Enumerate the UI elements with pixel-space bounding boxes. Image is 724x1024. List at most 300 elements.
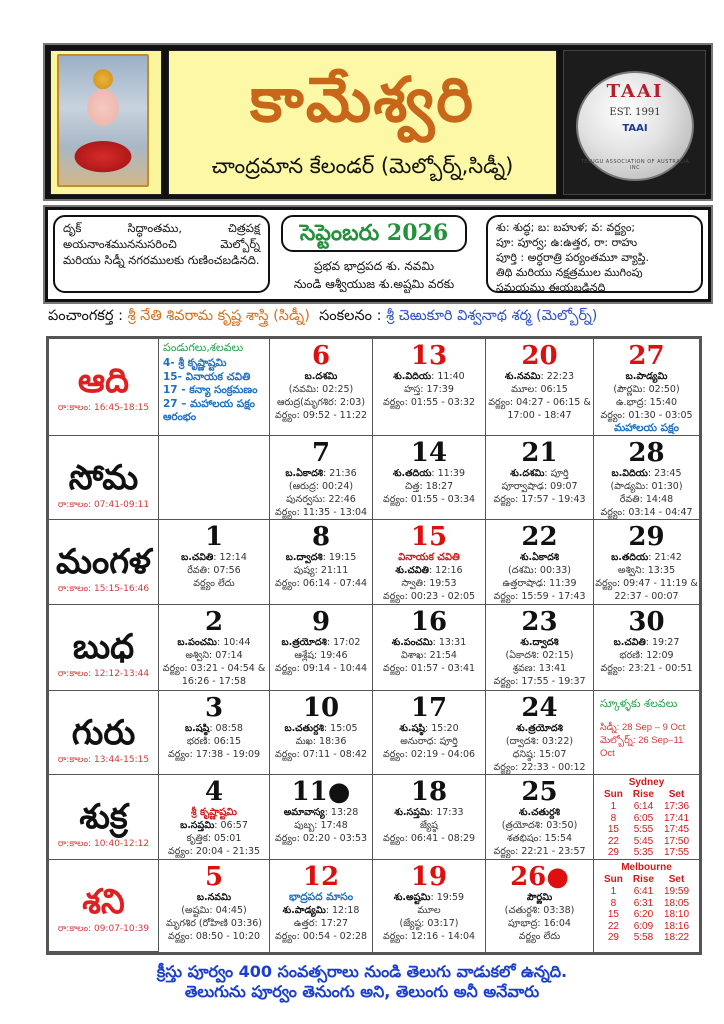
sun-table-row (599, 921, 694, 933)
footer-note (0, 962, 724, 1002)
rahu-kalam: రా:కాలం: 10:40-12:12 (57, 839, 150, 849)
paksham-label: మహాలయ పక్షం (614, 422, 679, 434)
day-cell (270, 691, 373, 775)
panchang-detail: (జ్యేష్ఠ: 03:17) (399, 918, 459, 929)
panchang-detail: (పౌర్ణమి: 02:50) (613, 384, 680, 395)
panchang-line (270, 467, 372, 480)
tithi-name: శు.తదియ (392, 468, 432, 479)
day-cell (594, 339, 699, 436)
panchang-detail: వర్జ్యం: 00:54 - 02:28 (274, 931, 368, 942)
sun-table-value: 29 (607, 932, 619, 943)
day-cell (486, 691, 594, 775)
panchang-line (270, 930, 372, 943)
panchang-detail: వర్జ్యం: 17:38 - 19:09 (167, 749, 261, 760)
sun-table-row (599, 909, 694, 921)
weekday-cell (49, 860, 159, 952)
day-cell (270, 860, 373, 952)
panchang-line (373, 383, 485, 396)
panchang-detail: రేవతి: 07:56 (187, 565, 241, 576)
logo-name: TAAI (606, 81, 664, 102)
panchang-detail: జ్యేష్ఠ (420, 820, 438, 831)
sun-table-value: 15 (607, 909, 619, 920)
school-holiday-item: సిడ్నీ: 28 Sep – 9 Oct (600, 722, 686, 733)
panchang-line (486, 819, 593, 832)
day-cell (373, 775, 486, 860)
panchang-line (486, 480, 593, 493)
tithi-name: బ.త్రయోదశి (281, 637, 327, 648)
weekday-name: సోమ (68, 458, 139, 498)
logo-ring-text: TELUGU ASSOCIATION OF AUSTRALIA INC (580, 159, 690, 171)
panchang-line (594, 409, 699, 422)
panchang-line (373, 493, 485, 506)
abbreviation-legend (486, 215, 703, 293)
panchang-detail: ఆశ్లేష: 19:46 (294, 650, 348, 661)
panchang-line (270, 662, 372, 675)
tithi-name: బ.షష్ఠి (185, 723, 210, 734)
panchang-line (270, 832, 372, 845)
panchang-line (373, 649, 485, 662)
panchang-detail: వర్జ్యం: 01:30 - 03:05 (600, 410, 693, 421)
day-number: 18 (410, 777, 448, 807)
panchang-line (594, 551, 699, 564)
panchang-line (270, 396, 372, 409)
tithi-name: శు.చతుర్దశి (519, 807, 560, 818)
panchang-line (159, 636, 269, 649)
panchang-detail: : 08:58 (209, 723, 243, 734)
panchang-detail: వర్జ్యం: 09:47 - 11:19 & (595, 578, 698, 589)
panchang-detail: : 21:36 (323, 468, 357, 479)
panchang-detail: రేవతి: 14:48 (619, 494, 674, 505)
panchang-detail: వర్జ్యం: 03:14 - 04:47 (600, 507, 693, 518)
tithi-name: అమావాస్య (283, 807, 325, 818)
sun-table-value: 22 (607, 835, 619, 847)
panchang-detail: (ఆరుద్ర: 00:24) (288, 481, 354, 492)
weekday-cell (49, 520, 159, 605)
compiler-label: సంకలనం : (319, 308, 382, 324)
panchang-detail: : 11:40 (431, 371, 465, 382)
tithi-name: శు.అష్టమి (393, 892, 431, 903)
panchang-line (486, 761, 593, 774)
panchang-line (373, 722, 485, 735)
panchang-detail: 17:00 - 18:47 (507, 410, 572, 421)
panchang-line (486, 748, 593, 761)
panchang-detail: వర్జ్యం: 11:35 - 13:04 (274, 507, 368, 518)
sun-table-row (599, 932, 694, 944)
sun-table-row (599, 824, 694, 836)
logo-est: EST. 1991 (609, 107, 661, 118)
legend-line: పూ: పూర్వ; ఉ:ఉత్తర, రా: రాహు (496, 236, 638, 249)
day-cell (373, 691, 486, 775)
sun-table-value: 1 (610, 801, 617, 812)
panchang-detail: స్వాతి: 19:53 (401, 578, 457, 589)
day-cell (594, 436, 699, 520)
sun-table-value: 17:41 (663, 812, 690, 824)
holiday-item: 4- శ్రీ కృష్ణాష్టమి (163, 357, 227, 369)
panchang-detail: పూర్వాషాఢ: 09:07 (501, 481, 578, 492)
panchang-detail: : 12:16 (428, 565, 463, 576)
tithi-name: శు.ఏకాదశి (519, 552, 560, 563)
panchang-line (486, 577, 593, 590)
panchang-detail: విశాఖ: 21:54 (401, 650, 457, 661)
tithi-name: బ.పాడ్యమి (625, 371, 668, 382)
panchang-detail: వర్జ్యం: 02:19 - 04:06 (382, 749, 476, 760)
panchanga-author: శ్రీ నేతి శివరామ కృష్ణ శాస్త్రి (సిడ్నీ) (127, 308, 310, 324)
day-number: 5 (204, 862, 224, 892)
day-cell (159, 520, 270, 605)
day-number: 10 (302, 693, 340, 723)
panchang-detail: (దశమి: 00:33) (508, 565, 571, 576)
panchang-line (270, 819, 372, 832)
panchang-detail: కృత్తిక: 05:01 (186, 833, 242, 844)
panchang-detail: వర్జ్యం: 22:33 - 00:12 (493, 762, 586, 773)
sun-table-value: 5:58 (633, 932, 654, 943)
panchang-detail: ఆరుద్ర(మృగశిర: 2:03) (276, 397, 366, 408)
panchang-line (594, 467, 699, 480)
tithi-name: శు.షష్ఠి (399, 723, 426, 734)
panchang-detail: వర్జ్యం: 20:04 - 21:35 (167, 846, 261, 857)
tithi-name: బ.నవమి (196, 892, 232, 903)
sun-table-value: 22 (607, 920, 619, 932)
school-holidays-title: స్కూళ్ళకు శలవలు (600, 697, 678, 710)
ganesha-image (57, 54, 149, 187)
panchanga-label: పంచాంగకర్త : (48, 308, 123, 324)
panchang-detail: : పూర్తి (544, 468, 569, 479)
rahu-kalam: రా:కాలం: 09:07-10:39 (57, 924, 150, 934)
panchang-line (594, 590, 699, 603)
panchang-detail: ఉ.భాద్ర: 15:40 (615, 397, 678, 408)
credits-line (48, 308, 708, 328)
sun-table-value: 5:45 (633, 835, 654, 847)
panchang-line (159, 735, 269, 748)
tithi-name: శు.పాడ్యమి (282, 905, 326, 916)
holiday-item: 17 - కన్యా సంక్రమణం (163, 384, 258, 396)
school-holidays-cell (594, 691, 699, 775)
panchang-detail: పుబ్బ: 17:48 (294, 820, 348, 831)
logo-panel (563, 50, 706, 195)
panchang-line (159, 675, 269, 688)
month-start-label: భాద్రపద మాసం (288, 891, 354, 903)
panchang-detail: : 17:02 (326, 637, 361, 648)
panchang-detail: (పాడ్యమి: 01:30) (610, 481, 683, 492)
day-cell (594, 520, 699, 605)
day-cell (373, 605, 486, 691)
panchang-line (486, 467, 593, 480)
panchang-line (373, 480, 485, 493)
panchang-detail: : 13:28 (324, 807, 359, 818)
day-cell (270, 339, 373, 436)
sun-table-value: 6:05 (633, 812, 654, 824)
panchang-detail: వర్జ్యం: 23:21 - 00:51 (600, 663, 693, 674)
panchang-line (594, 662, 699, 675)
panchang-detail: వర్జ్యం: 01:57 - 03:41 (382, 663, 476, 674)
panchang-detail: మూల: 06:15 (511, 384, 568, 395)
panchang-detail: వర్జ్యం లేదు (518, 931, 561, 942)
panchang-line (594, 493, 699, 506)
day-number: 12 (302, 862, 340, 892)
panchang-line (159, 819, 269, 832)
panchang-detail: వర్జ్యం లేదు (193, 578, 235, 589)
panchang-detail: వర్జ్యం: 17:57 - 19:43 (493, 494, 586, 505)
sun-table-value: 15 (607, 824, 619, 835)
sun-table-value: 19:59 (663, 886, 690, 897)
panchang-line (159, 564, 269, 577)
panchang-line (270, 480, 372, 493)
calendar-subtitle: చాంద్రమాన కేలండర్ (మెల్బోర్న్,సిడ్నీ) (211, 154, 514, 178)
calendar-title: కామేశ్వరి (249, 63, 476, 136)
panchang-line (486, 564, 593, 577)
sun-table-value: 17:55 (663, 847, 690, 858)
day-cell (373, 339, 486, 436)
sun-table-row (599, 801, 694, 813)
panchang-detail: : 19:27 (645, 637, 680, 648)
sun-table-value: 17:36 (663, 801, 690, 812)
weekday-cell (49, 436, 159, 520)
footer-line-1: క్రీస్తు పూర్వం 400 సంవత్సరాలు నుండి తెలుగు వాడుకలో ఉన్నది. (156, 962, 568, 981)
panchang-line (373, 662, 485, 675)
panchang-line (486, 493, 593, 506)
panchang-detail: : 10:44 (216, 637, 251, 648)
day-cell (373, 520, 486, 605)
panchang-detail: వర్జ్యం: 01:55 - 03:32 (382, 397, 476, 408)
day-number: 11● (291, 777, 351, 807)
weekday-cell (49, 775, 159, 860)
panchang-detail: (నవమి: 02:25) (288, 384, 354, 395)
panchang-line (159, 649, 269, 662)
panchang-line (270, 506, 372, 519)
day-cell (270, 775, 373, 860)
panchang-line (159, 551, 269, 564)
day-number: 17 (410, 693, 448, 723)
day-cell (159, 691, 270, 775)
panchang-detail: : 15:20 (425, 723, 459, 734)
panchang-detail: అనురాధ: పూర్తి (400, 736, 458, 747)
sun-table-value: 18:10 (663, 909, 690, 920)
panchang-detail: : 19:15 (322, 552, 357, 563)
panchang-detail: 22:37 - 00:07 (614, 591, 679, 602)
day-cell (270, 605, 373, 691)
month-range (276, 257, 472, 293)
panchang-line (373, 577, 485, 590)
panchang-line (159, 917, 269, 930)
day-cell (373, 860, 486, 952)
panchang-line (486, 590, 593, 603)
weekday-name: శుక్ర (79, 797, 128, 837)
tithi-name: పౌర్ణమి (526, 892, 553, 903)
panchang-line (486, 409, 593, 422)
day-cell (159, 605, 270, 691)
panchang-line (159, 577, 269, 590)
panchang-detail: (చతుర్దశి: 03:38) (504, 905, 575, 916)
tithi-name: శు.పంచమి (391, 637, 433, 648)
panchang-detail: : 19:59 (430, 892, 465, 903)
panchang-detail: : 06:57 (214, 820, 248, 831)
day-number: 23 (521, 607, 558, 637)
panchang-line (270, 493, 372, 506)
panchang-detail: వర్జ్యం: 06:14 - 07:44 (274, 578, 368, 589)
holiday-item: 27 – మహాలయ పక్షం ఆరంభం (163, 397, 256, 423)
logo-inner-text: TAAI (622, 123, 648, 134)
sun-table-value: 17:45 (663, 824, 690, 835)
calendar-grid (46, 336, 702, 955)
panchang-line (159, 930, 269, 943)
panchang-line (373, 370, 485, 383)
panchang-detail: : 22:23 (540, 371, 575, 382)
panchang-line (594, 564, 699, 577)
day-number: 22 (521, 522, 558, 552)
day-cell (270, 520, 373, 605)
rahu-kalam: రా:కాలం: 16:45-18:15 (57, 403, 150, 413)
tithi-name: బ.చవితి (181, 552, 214, 563)
panchang-detail: (త్రయోదశి: 03:50) (501, 820, 578, 831)
panchang-line (270, 383, 372, 396)
panchang-detail: : 21:42 (648, 552, 682, 563)
footer-line-2: తెలుగును పూర్వం తెనుంగు అని, తెలుంగు అనీ అనేవారు (184, 982, 540, 1001)
day-cell (594, 605, 699, 691)
empty-cell (159, 436, 270, 520)
panchang-line (159, 832, 269, 845)
weekday-name: శని (82, 882, 125, 922)
day-number: 4 (204, 777, 224, 807)
day-cell (159, 860, 270, 952)
legend-line: తిథి మరియు నక్షత్రముల ముగింపు సమయము ఈయబడినది (496, 266, 643, 294)
panchang-line (594, 480, 699, 493)
month-range-line-1: ప్రభవ భాద్రపద శు. నవమి (313, 259, 435, 273)
tithi-name: శు.చవితి (395, 565, 429, 576)
panchang-detail: భరణి: 06:15 (186, 736, 242, 747)
tithi-name: బ.తదియ (611, 552, 649, 563)
sun-table-value: 6:09 (633, 920, 654, 932)
sun-table-city: Melbourne (621, 862, 672, 873)
sun-table-header: Set (668, 789, 685, 800)
day-number: 26● (510, 862, 569, 892)
panchang-line (270, 636, 372, 649)
panchang-detail: : 23:45 (647, 468, 682, 479)
tithi-name: బ.చవితి (613, 637, 646, 648)
panchang-line (486, 904, 593, 917)
day-number: 25 (521, 777, 558, 807)
day-cell (159, 775, 270, 860)
weekday-cell (49, 605, 159, 691)
panchang-detail: వర్జ్యం: 02:20 - 03:53 (274, 833, 368, 844)
panchang-detail: : 15:05 (323, 723, 358, 734)
rahu-kalam: రా:కాలం: 13:44-15:15 (57, 755, 150, 765)
day-cell (486, 339, 594, 436)
panchang-detail: : 17:33 (430, 807, 464, 818)
panchang-detail: : 13:31 (432, 637, 467, 648)
day-cell (486, 436, 594, 520)
sun-table-value: 1 (610, 886, 617, 897)
panchang-line (594, 370, 699, 383)
panchang-detail: (ఏకాదశి: 02:15) (505, 650, 574, 661)
panchang-line (594, 396, 699, 409)
panchang-line (373, 917, 485, 930)
panchang-line (373, 564, 485, 577)
weekday-cell (49, 339, 159, 436)
panchang-line (159, 904, 269, 917)
panchang-detail: వర్జ్యం: 04:27 - 06:15 & (488, 397, 591, 408)
sun-table-value: 6:14 (633, 801, 654, 812)
tithi-name: బ.ఏకాదశి (285, 468, 324, 479)
panchang-line (486, 845, 593, 858)
day-number: 3 (204, 693, 224, 723)
panchang-line (594, 649, 699, 662)
panchang-line (373, 735, 485, 748)
day-number: 7 (311, 438, 331, 468)
panchang-line (159, 748, 269, 761)
day-number: 16 (410, 607, 448, 637)
sun-table-value: 5:55 (633, 824, 654, 835)
school-holiday-item: మెల్బోర్న్: 26 Sep–11 Oct (600, 735, 684, 759)
panchang-line (373, 891, 485, 904)
day-number: 9 (311, 607, 331, 637)
panchang-line (486, 649, 593, 662)
sun-times-cell (594, 860, 699, 952)
panchang-line (486, 383, 593, 396)
tithi-name: బ.సప్తమి (180, 820, 215, 831)
panchang-line (373, 590, 485, 603)
panchang-detail: భరణి: 12:09 (619, 650, 674, 661)
panchang-detail: (అష్టమి: 04:45) (181, 905, 247, 916)
sun-table-city: Sydney (628, 777, 665, 788)
panchang-detail: పుష్య: 21:11 (293, 565, 349, 576)
panchang-detail: చిత్త: 18:27 (404, 481, 454, 492)
panchang-line (270, 551, 372, 564)
sun-table-row (599, 836, 694, 848)
panchang-detail: : 11:39 (431, 468, 466, 479)
tithi-name: శు.సప్తమి (394, 807, 430, 818)
day-number: 29 (628, 522, 665, 552)
panchang-line (486, 370, 593, 383)
tithi-name: శు.నవమి (504, 371, 541, 382)
panchang-line (159, 662, 269, 675)
day-cell (486, 775, 594, 860)
rahu-kalam: రా:కాలం: 12:12-13:44 (57, 669, 150, 679)
panchang-line (270, 748, 372, 761)
panchang-detail: శతభిషం: 15:54 (506, 833, 573, 844)
holidays-title: పండుగలు,శలవలు (163, 341, 244, 354)
sun-table-header: Sun (603, 789, 623, 800)
panchang-line (486, 662, 593, 675)
panchang-line (373, 636, 485, 649)
panchang-line (486, 930, 593, 943)
panchang-detail: హస్త: 17:39 (404, 384, 454, 395)
sun-times-table (599, 874, 694, 944)
sun-table-row (599, 813, 694, 825)
panchang-line (373, 930, 485, 943)
panchang-detail: వర్జ్యం: 06:41 - 08:29 (382, 833, 476, 844)
sun-table-value: 8 (610, 897, 617, 909)
sun-table-row (599, 886, 694, 898)
sun-table-row (599, 898, 694, 910)
panchang-line (373, 806, 485, 819)
panchang-line (486, 722, 593, 735)
day-number: 30 (628, 607, 665, 637)
panchang-line (373, 467, 485, 480)
panchang-detail: వర్జ్యం: 00:23 - 02:05 (382, 591, 476, 602)
day-number: 21 (521, 438, 558, 468)
panchang-line (270, 806, 372, 819)
panchang-detail: వర్జ్యం: 07:11 - 08:42 (274, 749, 368, 760)
sun-times-table (599, 789, 694, 859)
panchang-line (486, 891, 593, 904)
panchang-line (270, 577, 372, 590)
panchang-line (159, 845, 269, 858)
panchang-line (486, 917, 593, 930)
sun-table-value: 18:16 (663, 920, 690, 932)
panchang-detail: (ద్వాదశి: 03:22) (505, 736, 574, 747)
day-number: 24 (521, 693, 558, 723)
tithi-name: బ.విదియ (611, 468, 648, 479)
